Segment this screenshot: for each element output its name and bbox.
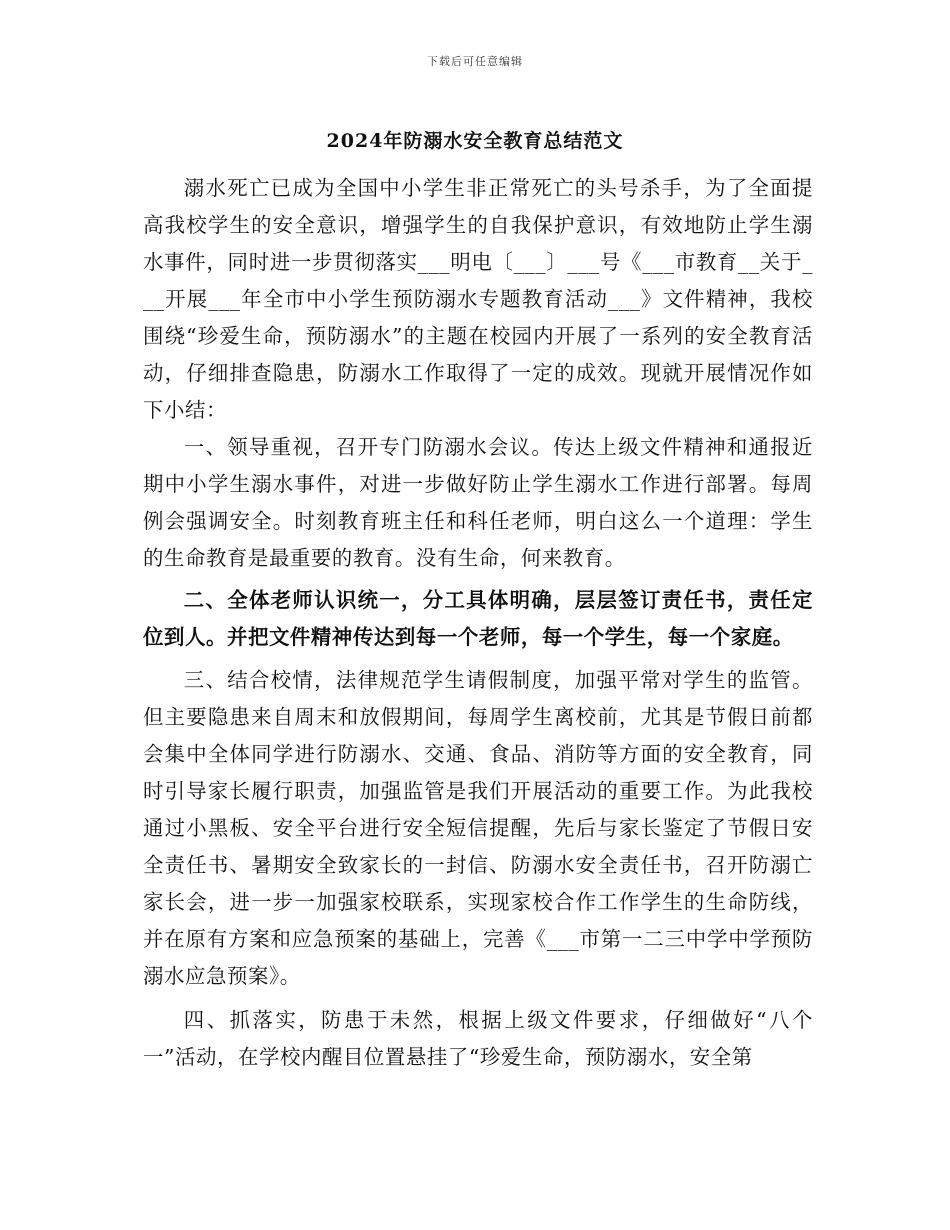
document-body xyxy=(143,170,813,1076)
paragraph-intro: 溺水死亡已成为全国中小学生非正常死亡的头号杀手，为了全面提高我校学生的安全意识，增强学生的自我保护意识，有效地防止学生溺水事件，同时进一步贯彻落实___明电〔___〕___号《___市教育__关于___开展___年全市中小学生预防溺水专题教育活动___》文件精神，我校围绕“珍爱生命，预防溺水”的主题在校园内开展了一系列的安全教育活动，仔细排查隐患，防溺水工作取得了一定的成效。现就开展情况作如下小结： xyxy=(143,176,813,422)
paragraph-implementation: 四、抓落实，防患于未然，根据上级文件要求，仔细做好“八个一”活动，在学校内醒目位置悬挂了“珍爱生命，预防溺水，安全第 xyxy=(143,1008,813,1069)
paragraph-leadership: 一、领导重视，召开专门防溺水会议。传达上级文件精神和通报近期中小学生溺水事件，对进一步做好防止学生溺水工作进行部署。每周例会强调安全。时刻教育班主任和科任老师，明白这么一个道理：学生的生命教育是最重要的教育。没有生命，何来教育。 xyxy=(143,435,813,570)
paragraph-school-situation: 三、结合校情，法律规范学生请假制度，加强平常对学生的监管。但主要隐患来自周末和放假期间，每周学生离校前，尤其是节假日前都会集中全体同学进行防溺水、交通、食品、消防等方面的安全教育，同时引导家长履行职责，加强监管是我们开展活动的重要工作。为此我校通过小黑板、安全平台进行安全短信提醒，先后与家长鉴定了节假日安全责任书、暑期安全致家长的一封信、防溺水安全责任书，召开防溺亡家长会，进一步一加强家校联系，实现家校合作工作学生的生命防线，并在原有方案和应急预案的基础上，完善《___市第一二三中学中学预防溺水应急预案》。 xyxy=(143,668,813,988)
document-title: 2024年防溺水安全教育总结范文 xyxy=(326,130,624,152)
paragraph-responsibility: 二、全体老师认识统一，分工具体明确，层层签订责任书，责任定位到人。并把文件精神传达到每一个老师，每一个学生，每一个家庭。 xyxy=(143,588,813,649)
page-header-note: 下载后可任意编辑 xyxy=(427,55,523,68)
